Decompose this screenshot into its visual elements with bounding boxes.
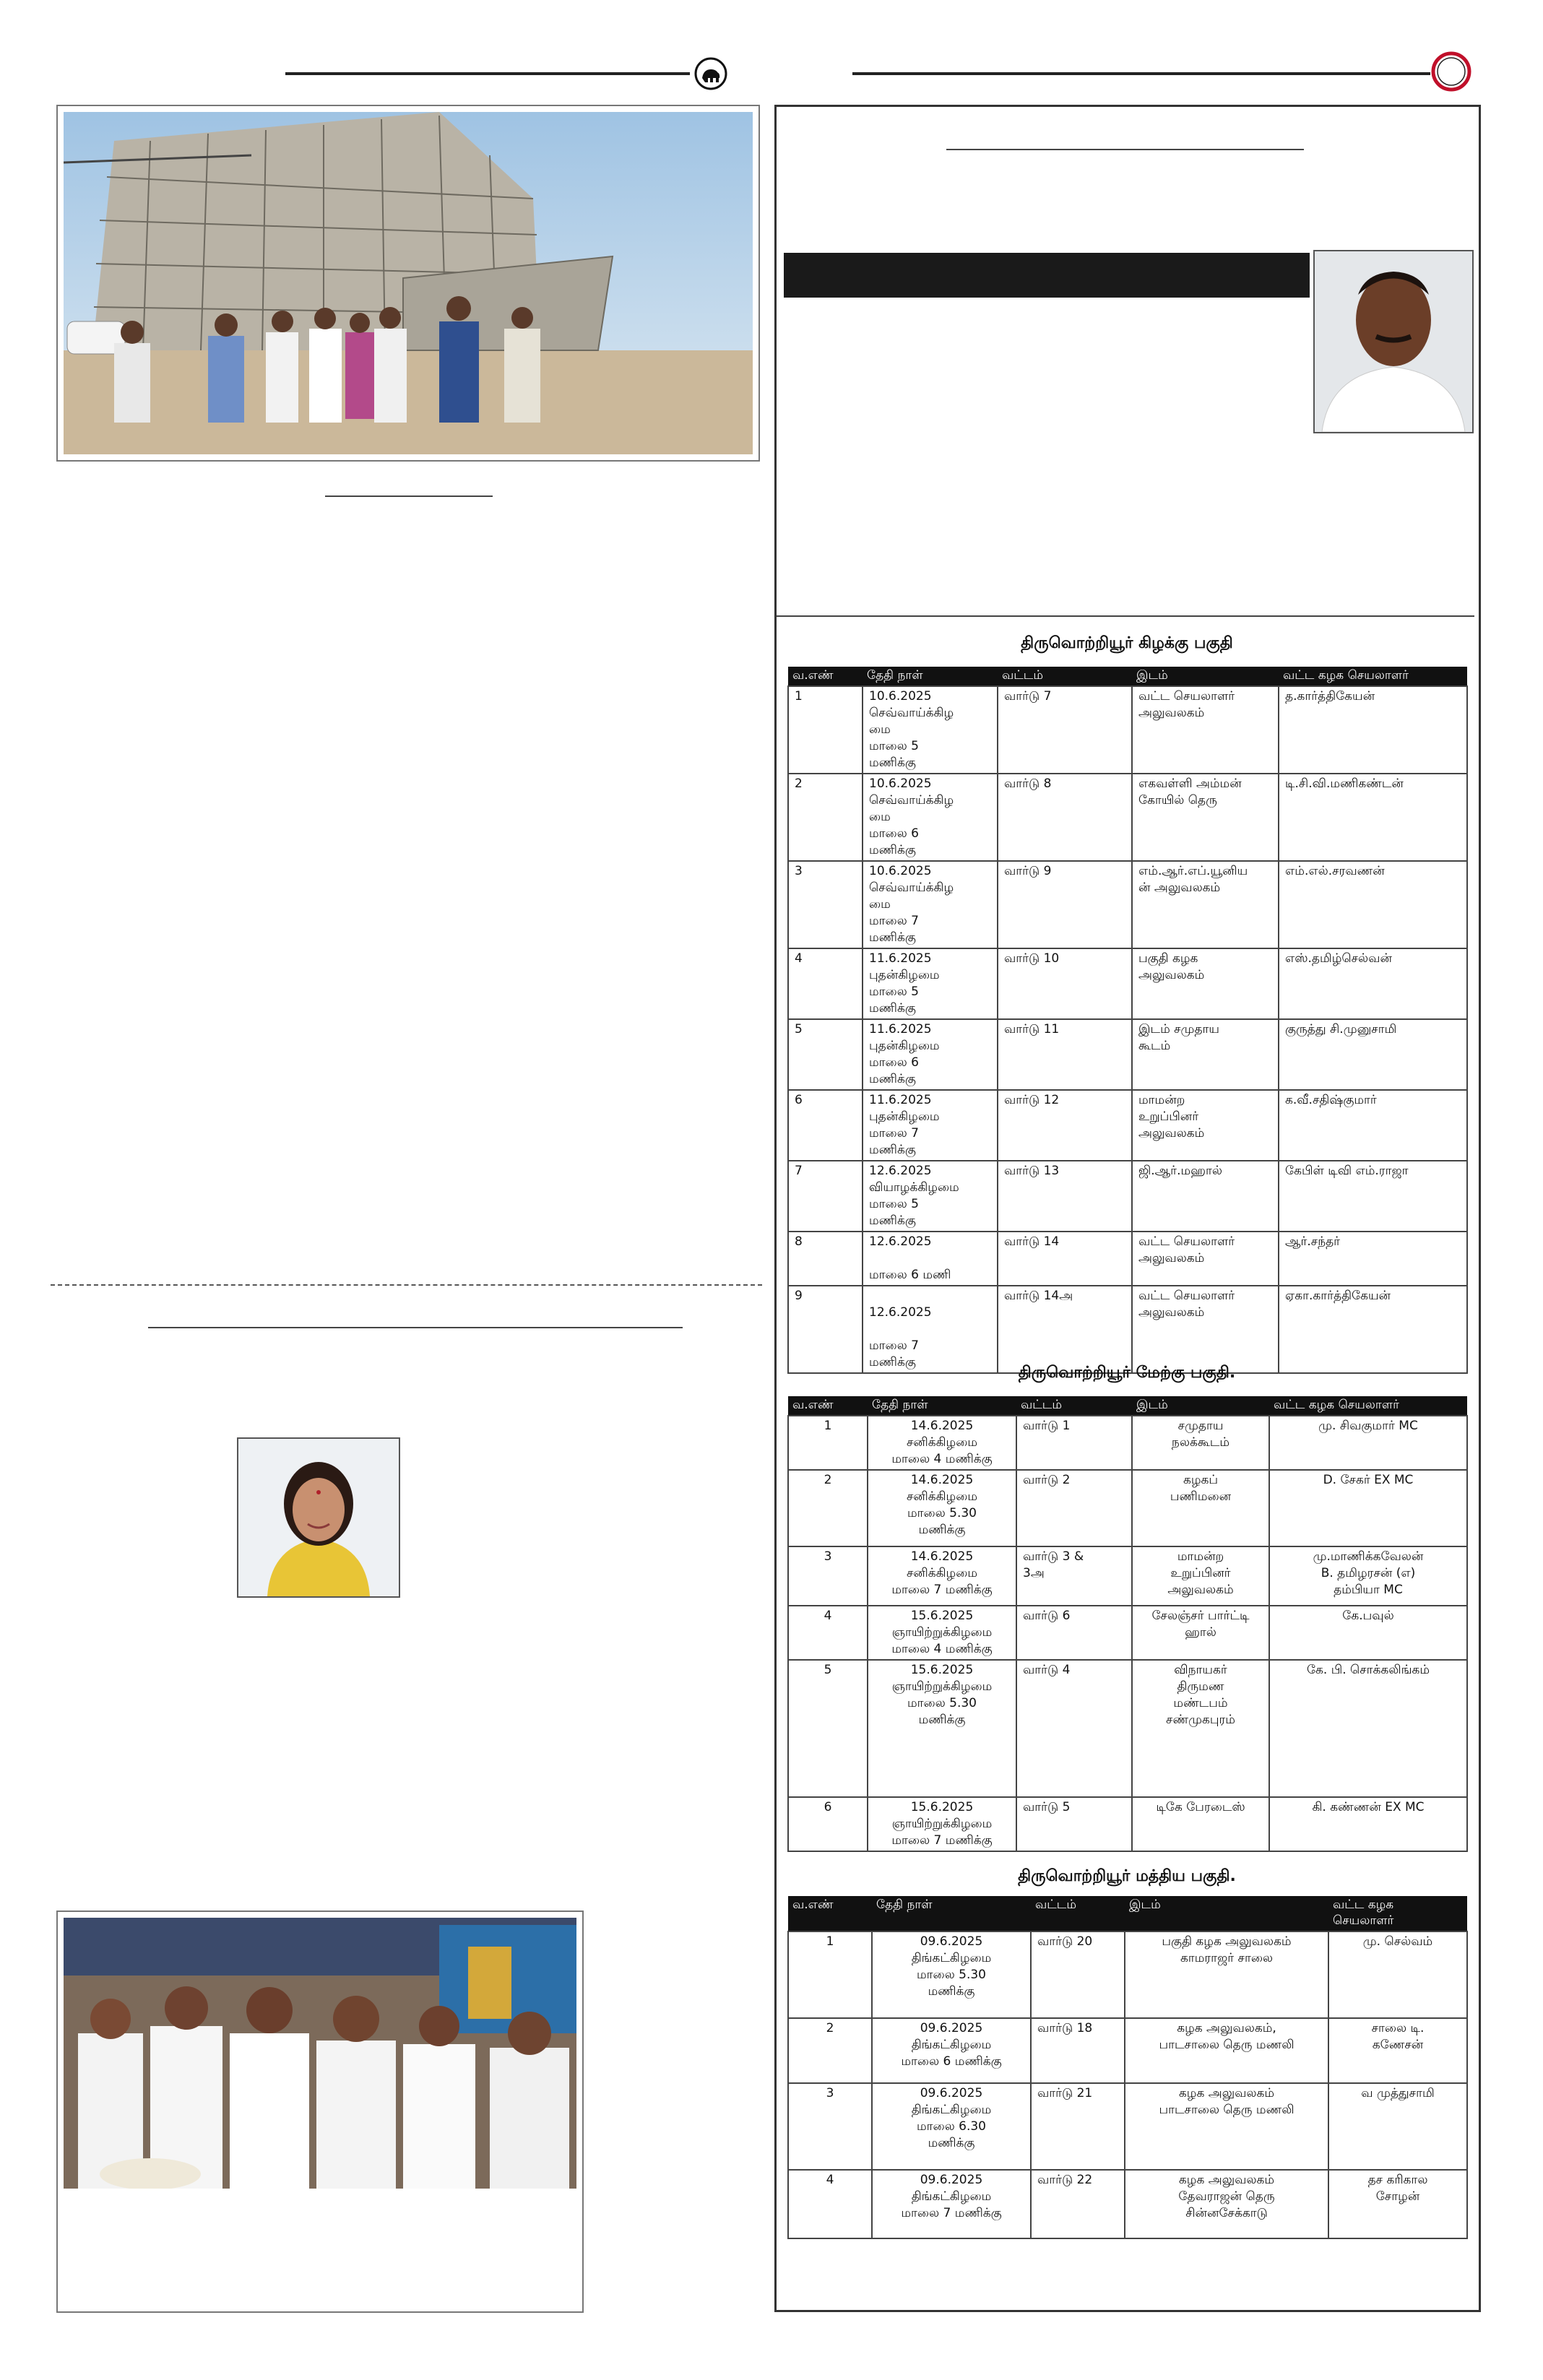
table-row xyxy=(788,2018,1467,2083)
cell-serial: 1 xyxy=(788,1931,872,2018)
col-header: இடம் xyxy=(1132,1396,1269,1416)
cell-ward: வார்டு 2 xyxy=(1016,1470,1132,1546)
cell-venue: இடம் சமுதாய கூடம் xyxy=(1132,1019,1279,1090)
right-headline-rule xyxy=(946,149,1304,150)
col-header: இடம் xyxy=(1125,1896,1328,1931)
cell-secretary: க.வீ.சதிஷ்குமார் xyxy=(1279,1090,1467,1161)
left-headline-rule xyxy=(148,1327,683,1328)
table-row xyxy=(788,1797,1467,1851)
west-schedule-table xyxy=(787,1396,1468,1852)
cell-serial: 6 xyxy=(788,1797,868,1851)
cell-serial: 1 xyxy=(788,686,863,774)
cell-ward: வார்டு 18 xyxy=(1031,2018,1125,2083)
cell-date: 14.6.2025 சனிக்கிழமை மாலை 7 மணிக்கு xyxy=(868,1546,1016,1606)
cell-ward: வார்டு 12 xyxy=(998,1090,1132,1161)
cell-serial: 3 xyxy=(788,1546,868,1606)
cell-secretary: D. சேகர் EX MC xyxy=(1269,1470,1467,1546)
table-header-row xyxy=(788,667,1467,686)
col-header: வ.எண் xyxy=(788,1396,868,1416)
section-divider xyxy=(51,1284,762,1286)
cell-venue: பகுதி கழக அலுவலகம் xyxy=(1132,948,1279,1019)
construction-site-photo xyxy=(56,105,760,462)
cell-ward: வார்டு 6 xyxy=(1016,1606,1132,1660)
cell-serial: 4 xyxy=(788,948,863,1019)
cell-secretary: ஏகா.கார்த்திகேயன் xyxy=(1279,1286,1467,1373)
cell-venue: மாமன்ற உறுப்பினர் அலுவலகம் xyxy=(1132,1546,1269,1606)
cell-ward: வார்டு 21 xyxy=(1031,2083,1125,2170)
table-row xyxy=(788,948,1467,1019)
cell-date: 10.6.2025 செவ்வாய்க்கிழ மை மாலை 5 மணிக்கு xyxy=(863,686,998,774)
cell-ward: வார்டு 11 xyxy=(998,1019,1132,1090)
cell-date: 10.6.2025 செவ்வாய்க்கிழ மை மாலை 7 மணிக்கு xyxy=(863,861,998,948)
cell-secretary: எம்.எல்.சரவணன் xyxy=(1279,861,1467,948)
cell-venue: கழக அலுவலகம் பாடசாலை தெரு மணலி xyxy=(1125,2083,1328,2170)
cell-secretary: ஆர்.சந்தர் xyxy=(1279,1232,1467,1286)
cell-venue: சமுதாய நலக்கூடம் xyxy=(1132,1416,1269,1470)
cell-date: 14.6.2025 சனிக்கிழமை மாலை 4 மணிக்கு xyxy=(868,1416,1016,1470)
man-portrait-photo xyxy=(1313,250,1474,433)
cell-date: 11.6.2025 புதன்கிழமை மாலை 7 மணிக்கு xyxy=(863,1090,998,1161)
col-header: வட்டம் xyxy=(1016,1396,1132,1416)
cell-venue: வட்ட செயலாளர் அலுவலகம் xyxy=(1132,686,1279,774)
cell-date: 15.6.2025 ஞாயிற்றுக்கிழமை மாலை 4 மணிக்கு xyxy=(868,1606,1016,1660)
cell-secretary: சாலை டி. கணேசன் xyxy=(1328,2018,1467,2083)
cell-date: 12.6.2025 மாலை 7 மணிக்கு xyxy=(863,1286,998,1373)
table-row xyxy=(788,2083,1467,2170)
table-row xyxy=(788,1660,1467,1797)
cell-secretary: வ முத்துசாமி xyxy=(1328,2083,1467,2170)
table-header-row xyxy=(788,1396,1467,1416)
cell-secretary: டி.சி.வி.மணிகண்டன் xyxy=(1279,774,1467,861)
col-header: தேதி நாள் xyxy=(872,1896,1031,1931)
cell-date: 15.6.2025 ஞாயிற்றுக்கிழமை மாலை 5.30 மணிக்கு xyxy=(868,1660,1016,1797)
cell-serial: 3 xyxy=(788,2083,872,2170)
table-area-top-rule xyxy=(777,615,1474,617)
cell-venue: வட்ட செயலாளர் அலுவலகம் xyxy=(1132,1232,1279,1286)
cell-venue: கழகப் பணிமனை xyxy=(1132,1470,1269,1546)
cell-ward: வார்டு 13 xyxy=(998,1161,1132,1232)
col-header: வட்ட கழக செயலாளர் xyxy=(1328,1896,1467,1931)
cell-secretary: குருத்து சி.முனுசாமி xyxy=(1279,1019,1467,1090)
cell-secretary: கேபிள் டிவி எம்.ராஜா xyxy=(1279,1161,1467,1232)
cell-ward: வார்டு 7 xyxy=(998,686,1132,774)
cell-serial: 9 xyxy=(788,1286,863,1373)
west-table-title: திருவொற்றியூர் மேற்கு பகுதி. xyxy=(1018,1364,1236,1382)
cell-secretary: தச கரிகால சோழன் xyxy=(1328,2170,1467,2238)
cell-venue: எம்.ஆர்.எப்.யூனிய ன் அலுவலகம் xyxy=(1132,861,1279,948)
cell-serial: 2 xyxy=(788,1470,868,1546)
cell-venue: கழக அலுவலகம், பாடசாலை தெரு மணலி xyxy=(1125,2018,1328,2083)
cell-date: 09.6.2025 திங்கட்கிழமை மாலை 6.30 மணிக்கு xyxy=(872,2083,1031,2170)
col-header: தேதி நாள் xyxy=(863,667,998,686)
col-header: இடம் xyxy=(1132,667,1279,686)
cell-serial: 5 xyxy=(788,1660,868,1797)
cell-ward: வார்டு 14 xyxy=(998,1232,1132,1286)
cell-ward: வார்டு 20 xyxy=(1031,1931,1125,2018)
cell-venue: விநாயகர் திருமண மண்டபம் சண்முகபுரம் xyxy=(1132,1660,1269,1797)
table-row xyxy=(788,1161,1467,1232)
cell-secretary: மு. செல்வம் xyxy=(1328,1931,1467,2018)
cell-ward: வார்டு 4 xyxy=(1016,1660,1132,1797)
cell-date: 14.6.2025 சனிக்கிழமை மாலை 5.30 மணிக்கு xyxy=(868,1470,1016,1546)
east-table-title: திருவொற்றியூர் கிழக்கு பகுதி xyxy=(1021,634,1233,652)
cell-date: 09.6.2025 திங்கட்கிழமை மாலை 6 மணிக்கு xyxy=(872,2018,1031,2083)
col-header: வட்ட கழக செயலாளர் xyxy=(1269,1396,1467,1416)
table-row xyxy=(788,2170,1467,2238)
col-header: வ.எண் xyxy=(788,667,863,686)
cell-serial: 2 xyxy=(788,2018,872,2083)
cell-date: 11.6.2025 புதன்கிழமை மாலை 5 மணிக்கு xyxy=(863,948,998,1019)
table-row xyxy=(788,1232,1467,1286)
table-row xyxy=(788,686,1467,774)
left-short-rule xyxy=(325,496,493,497)
col-header: வட்டம் xyxy=(1031,1896,1125,1931)
cell-venue: டிகே பேரடைஸ் xyxy=(1132,1797,1269,1851)
cell-venue: பகுதி கழக அலுவலகம் காமராஜர் சாலை xyxy=(1125,1931,1328,2018)
cell-venue: மாமன்ற உறுப்பினர் அலுவலகம் xyxy=(1132,1090,1279,1161)
cell-serial: 1 xyxy=(788,1416,868,1470)
cell-date: 12.6.2025 வியாழக்கிழமை மாலை 5 மணிக்கு xyxy=(863,1161,998,1232)
col-header: வட்ட கழக செயலாளர் xyxy=(1279,667,1467,686)
cell-serial: 7 xyxy=(788,1161,863,1232)
cell-secretary: மு. சிவகுமார் MC xyxy=(1269,1416,1467,1470)
cell-ward: வார்டு 3 & 3அ xyxy=(1016,1546,1132,1606)
cell-venue: வட்ட செயலாளர் அலுவலகம் xyxy=(1132,1286,1279,1373)
cell-ward: வார்டு 8 xyxy=(998,774,1132,861)
circle-logo-icon xyxy=(1430,51,1472,92)
cell-ward: வார்டு 14அ xyxy=(998,1286,1132,1373)
table-row xyxy=(788,1286,1467,1373)
cell-ward: வார்டு 1 xyxy=(1016,1416,1132,1470)
table-row xyxy=(788,1416,1467,1470)
cell-date: 12.6.2025 மாலை 6 மணி xyxy=(863,1232,998,1286)
table-row xyxy=(788,1546,1467,1606)
cell-serial: 6 xyxy=(788,1090,863,1161)
cell-venue: ஜி.ஆர்.மஹால் xyxy=(1132,1161,1279,1232)
cell-serial: 5 xyxy=(788,1019,863,1090)
cell-date: 09.6.2025 திங்கட்கிழமை மாலை 7 மணிக்கு xyxy=(872,2170,1031,2238)
cell-secretary: மு.மாணிக்கவேலன் B. தமிழரசன் (எ) தம்பியா MC xyxy=(1269,1546,1467,1606)
cell-secretary: கி. கண்ணன் EX MC xyxy=(1269,1797,1467,1851)
table-row xyxy=(788,861,1467,948)
cell-serial: 3 xyxy=(788,861,863,948)
cell-ward: வார்டு 10 xyxy=(998,948,1132,1019)
cell-secretary: த.கார்த்திகேயன் xyxy=(1279,686,1467,774)
cell-ward: வார்டு 22 xyxy=(1031,2170,1125,2238)
cell-secretary: கே. பி. சொக்கலிங்கம் xyxy=(1269,1660,1467,1797)
cell-venue: கழக அலுவலகம் தேவராஜன் தெரு சின்னசேக்காடு xyxy=(1125,2170,1328,2238)
article-heading-bar xyxy=(784,253,1310,298)
cell-venue: எகவள்ளி அம்மன் கோயில் தெரு xyxy=(1132,774,1279,861)
table-header-row xyxy=(788,1896,1467,1931)
central-table-title: திருவொற்றியூர் மத்திய பகுதி. xyxy=(1018,1867,1236,1885)
cell-date: 09.6.2025 திங்கட்கிழமை மாலை 5.30 மணிக்கு xyxy=(872,1931,1031,2018)
cell-date: 10.6.2025 செவ்வாய்க்கிழ மை மாலை 6 மணிக்கு xyxy=(863,774,998,861)
table-row xyxy=(788,1019,1467,1090)
col-header: வ.எண் xyxy=(788,1896,872,1931)
table-row xyxy=(788,1090,1467,1161)
central-schedule-table xyxy=(787,1896,1468,2239)
crowd-event-photo xyxy=(56,1911,584,2313)
cell-serial: 4 xyxy=(788,1606,868,1660)
cell-secretary: கே.பவுல் xyxy=(1269,1606,1467,1660)
woman-portrait-photo xyxy=(237,1437,400,1598)
cell-ward: வார்டு 5 xyxy=(1016,1797,1132,1851)
cell-serial: 4 xyxy=(788,2170,872,2238)
table-row xyxy=(788,1931,1467,2018)
cell-ward: வார்டு 9 xyxy=(998,861,1132,948)
col-header: தேதி நாள் xyxy=(868,1396,1016,1416)
header-rule-right xyxy=(852,72,1430,75)
cell-serial: 8 xyxy=(788,1232,863,1286)
cell-venue: சேலஞ்சர் பார்ட்டி ஹால் xyxy=(1132,1606,1269,1660)
cell-serial: 2 xyxy=(788,774,863,861)
table-row xyxy=(788,1606,1467,1660)
elephant-logo-icon xyxy=(693,56,728,91)
cell-secretary: எஸ்.தமிழ்செல்வன் xyxy=(1279,948,1467,1019)
col-header: வட்டம் xyxy=(998,667,1132,686)
cell-date: 11.6.2025 புதன்கிழமை மாலை 6 மணிக்கு xyxy=(863,1019,998,1090)
cell-date: 15.6.2025 ஞாயிற்றுக்கிழமை மாலை 7 மணிக்கு xyxy=(868,1797,1016,1851)
table-row xyxy=(788,1470,1467,1546)
table-row xyxy=(788,774,1467,861)
east-schedule-table xyxy=(787,667,1468,1374)
header-rule-left xyxy=(285,72,690,75)
